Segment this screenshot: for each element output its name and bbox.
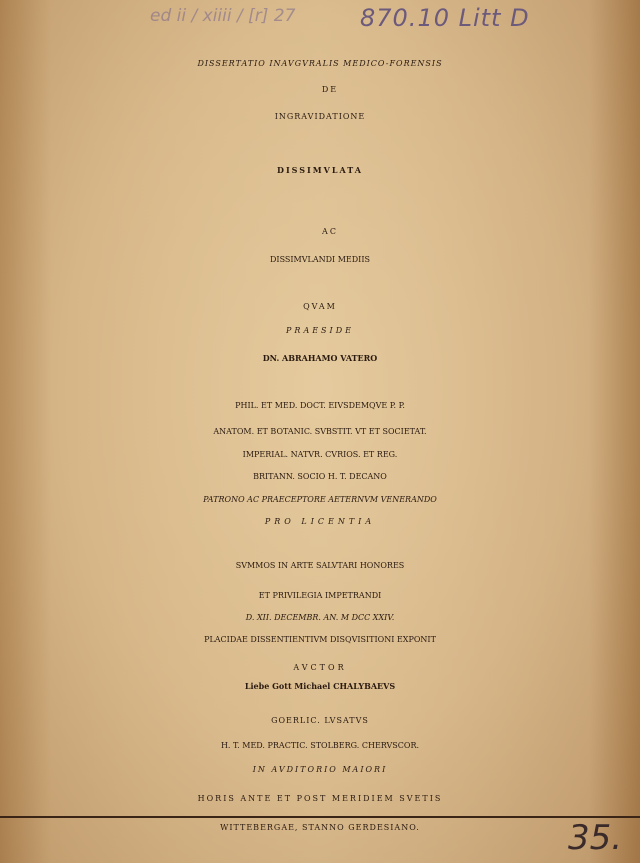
quam-line: QVAM	[303, 302, 337, 311]
exponit-line: PLACIDAE DISSENTIENTIVM DISQVISITIONI EXPONIT	[204, 635, 436, 644]
praeses-title-3: IMPERIAL. NATVR. CVRIOS. ET REG.	[242, 450, 398, 459]
date-line: D. XII. DECEMBR. AN. M DCC XXIV.	[245, 613, 395, 622]
main-title-1: INGRAVIDATIONE	[274, 112, 366, 121]
praeses-title-2: ANATOM. ET BOTANIC. SVBSTIT. VT ET SOCIETAT.	[213, 427, 427, 436]
imprint-rule	[0, 816, 640, 818]
subtitle-line: DISSIMVLANDI MEDIIS	[270, 255, 370, 264]
imprint-line: WITTEBERGAE, STANNO GERDESIANO.	[220, 823, 420, 832]
page-mark: 35.	[568, 818, 623, 858]
shelfmark: 870.10 Litt D	[360, 4, 530, 32]
pro-licentia-line: PRO LICENTIA	[264, 517, 376, 526]
praeses-title-1: PHIL. ET MED. DOCT. EIVSDEMQVE P. P.	[235, 401, 405, 410]
author-origin: GOERLIC. LVSATVS	[271, 716, 369, 725]
praeses-title-4: BRITANN. SOCIO H. T. DECANO	[253, 472, 387, 481]
dissertation-heading: DISSERTATIO INAVGVRALIS MEDICO-FORENSIS	[197, 59, 443, 68]
praeside-line: PRAESIDE	[286, 326, 354, 335]
patrono-line: PATRONO AC PRAECEPTORE AETERNVM VENERANDO	[203, 495, 437, 504]
de-line: DE	[321, 85, 339, 94]
praeses-name: DN. ABRAHAMO VATERO	[262, 353, 378, 363]
margin-note: ed ii / xiiii / [r] 27	[150, 6, 296, 26]
privilegia-line: ET PRIVILEGIA IMPETRANDI	[258, 591, 382, 600]
author-name: Liebe Gott Michael CHALYBAEVS	[244, 681, 396, 691]
auctor-line: AVCTOR	[293, 663, 347, 672]
horis-line: HORIS ANTE ET POST MERIDIEM SVETIS	[197, 794, 443, 803]
honores-line: SVMMOS IN ARTE SALVTARI HONORES	[235, 561, 405, 570]
author-position: H. T. MED. PRACTIC. STOLBERG. CHERVSCOR.	[220, 741, 420, 750]
ac-line: AC	[322, 227, 338, 236]
main-title-2: DISSIMVLATA	[277, 165, 363, 175]
auditorio-line: IN AVDITORIO MAIORI	[252, 765, 388, 774]
